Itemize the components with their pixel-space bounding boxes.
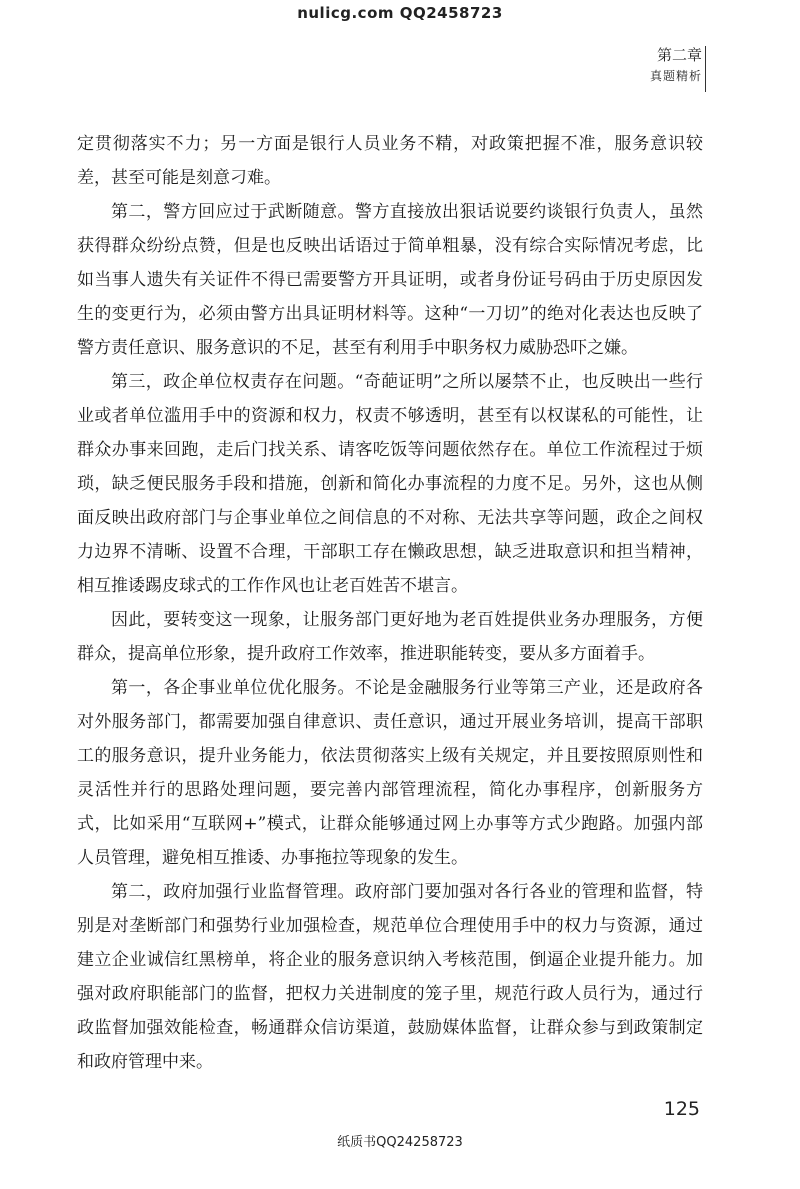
paragraph-2: 第二，警方回应过于武断随意。警方直接放出狠话说要约谈银行负责人，虽然获得群众纷纷点赞，但是也反映出话语过于简单粗暴，没有综合实际情况考虑，比如当事人遗失有关证件不得已需要警方开具证明，或者身份证号码由于历史原因发生的变更行为，必须由警方出具证明材料等。这种“一刀切”的绝对化表达也反映了警方责任意识、服务意识的不足，甚至有利用手中职务权力威胁恐吓之嫌。 [77,202,703,358]
paragraph-1: 定贯彻落实不力；另一方面是银行人员业务不精，对政策把握不准，服务意识较差，甚至可能是刻意刁难。 [77,134,703,188]
footer-watermark: 纸质书QQ24258723 [337,1135,463,1150]
paragraph-5: 第一，各企事业单位优化服务。不论是金融服务行业等第三产业，还是政府各对外服务部门，都需要加强自律意识、责任意识，通过开展业务培训，提高干部职工的服务意识，提升业务能力，依法贯彻落实上级有关规定，并且要按照原则性和灵活性并行的思路处理问题，要完善内部管理流程，简化办事程序，创新服务方式，比如采用“互联网+”模式，让群众能够通过网上办事等方式少跑路。加强内部人员管理，避免相互推诿、办事拖拉等现象的发生。 [77,678,703,868]
chapter-title: 第二章 [656,46,702,64]
page-number: 125 [663,1098,700,1120]
chapter-subtitle: 真题精析 [649,69,702,83]
body-text [77,127,703,1079]
chapter-header [650,44,702,86]
paragraph-4: 因此，要转变这一现象，让服务部门更好地为老百姓提供业务办理服务，方便群众，提高单位形象，提升政府工作效率，推进职能转变，要从多方面着手。 [77,610,703,664]
header-watermark: nulicg.com QQ2458723 [297,4,503,22]
chapter-divider [705,46,706,92]
paragraph-6: 第二，政府加强行业监督管理。政府部门要加强对各行各业的管理和监督，特别是对垄断部门和强势行业加强检查，规范单位合理使用手中的权力与资源，通过建立企业诚信红黑榜单，将企业的服务意识纳入考核范围，倒逼企业提升能力。加强对政府职能部门的监督，把权力关进制度的笼子里，规范行政人员行为，通过行政监督加强效能检查，畅通群众信访渠道，鼓励媒体监督，让群众参与到政策制定和政府管理中来。 [77,882,703,1072]
paragraph-3: 第三，政企单位权责存在问题。“奇葩证明”之所以屡禁不止，也反映出一些行业或者单位滥用手中的资源和权力，权责不够透明，甚至有以权谋私的可能性，让群众办事来回跑，走后门找关系、请客吃饭等问题依然存在。单位工作流程过于烦琐，缺乏便民服务手段和措施，创新和简化办事流程的力度不足。另外，这也从侧面反映出政府部门与企事业单位之间信息的不对称、无法共享等问题，政企之间权力边界不清晰、设置不合理，干部职工存在懒政思想，缺乏进取意识和担当精神，相互推诿踢皮球式的工作作风也让老百姓苦不堪言。 [77,372,703,596]
